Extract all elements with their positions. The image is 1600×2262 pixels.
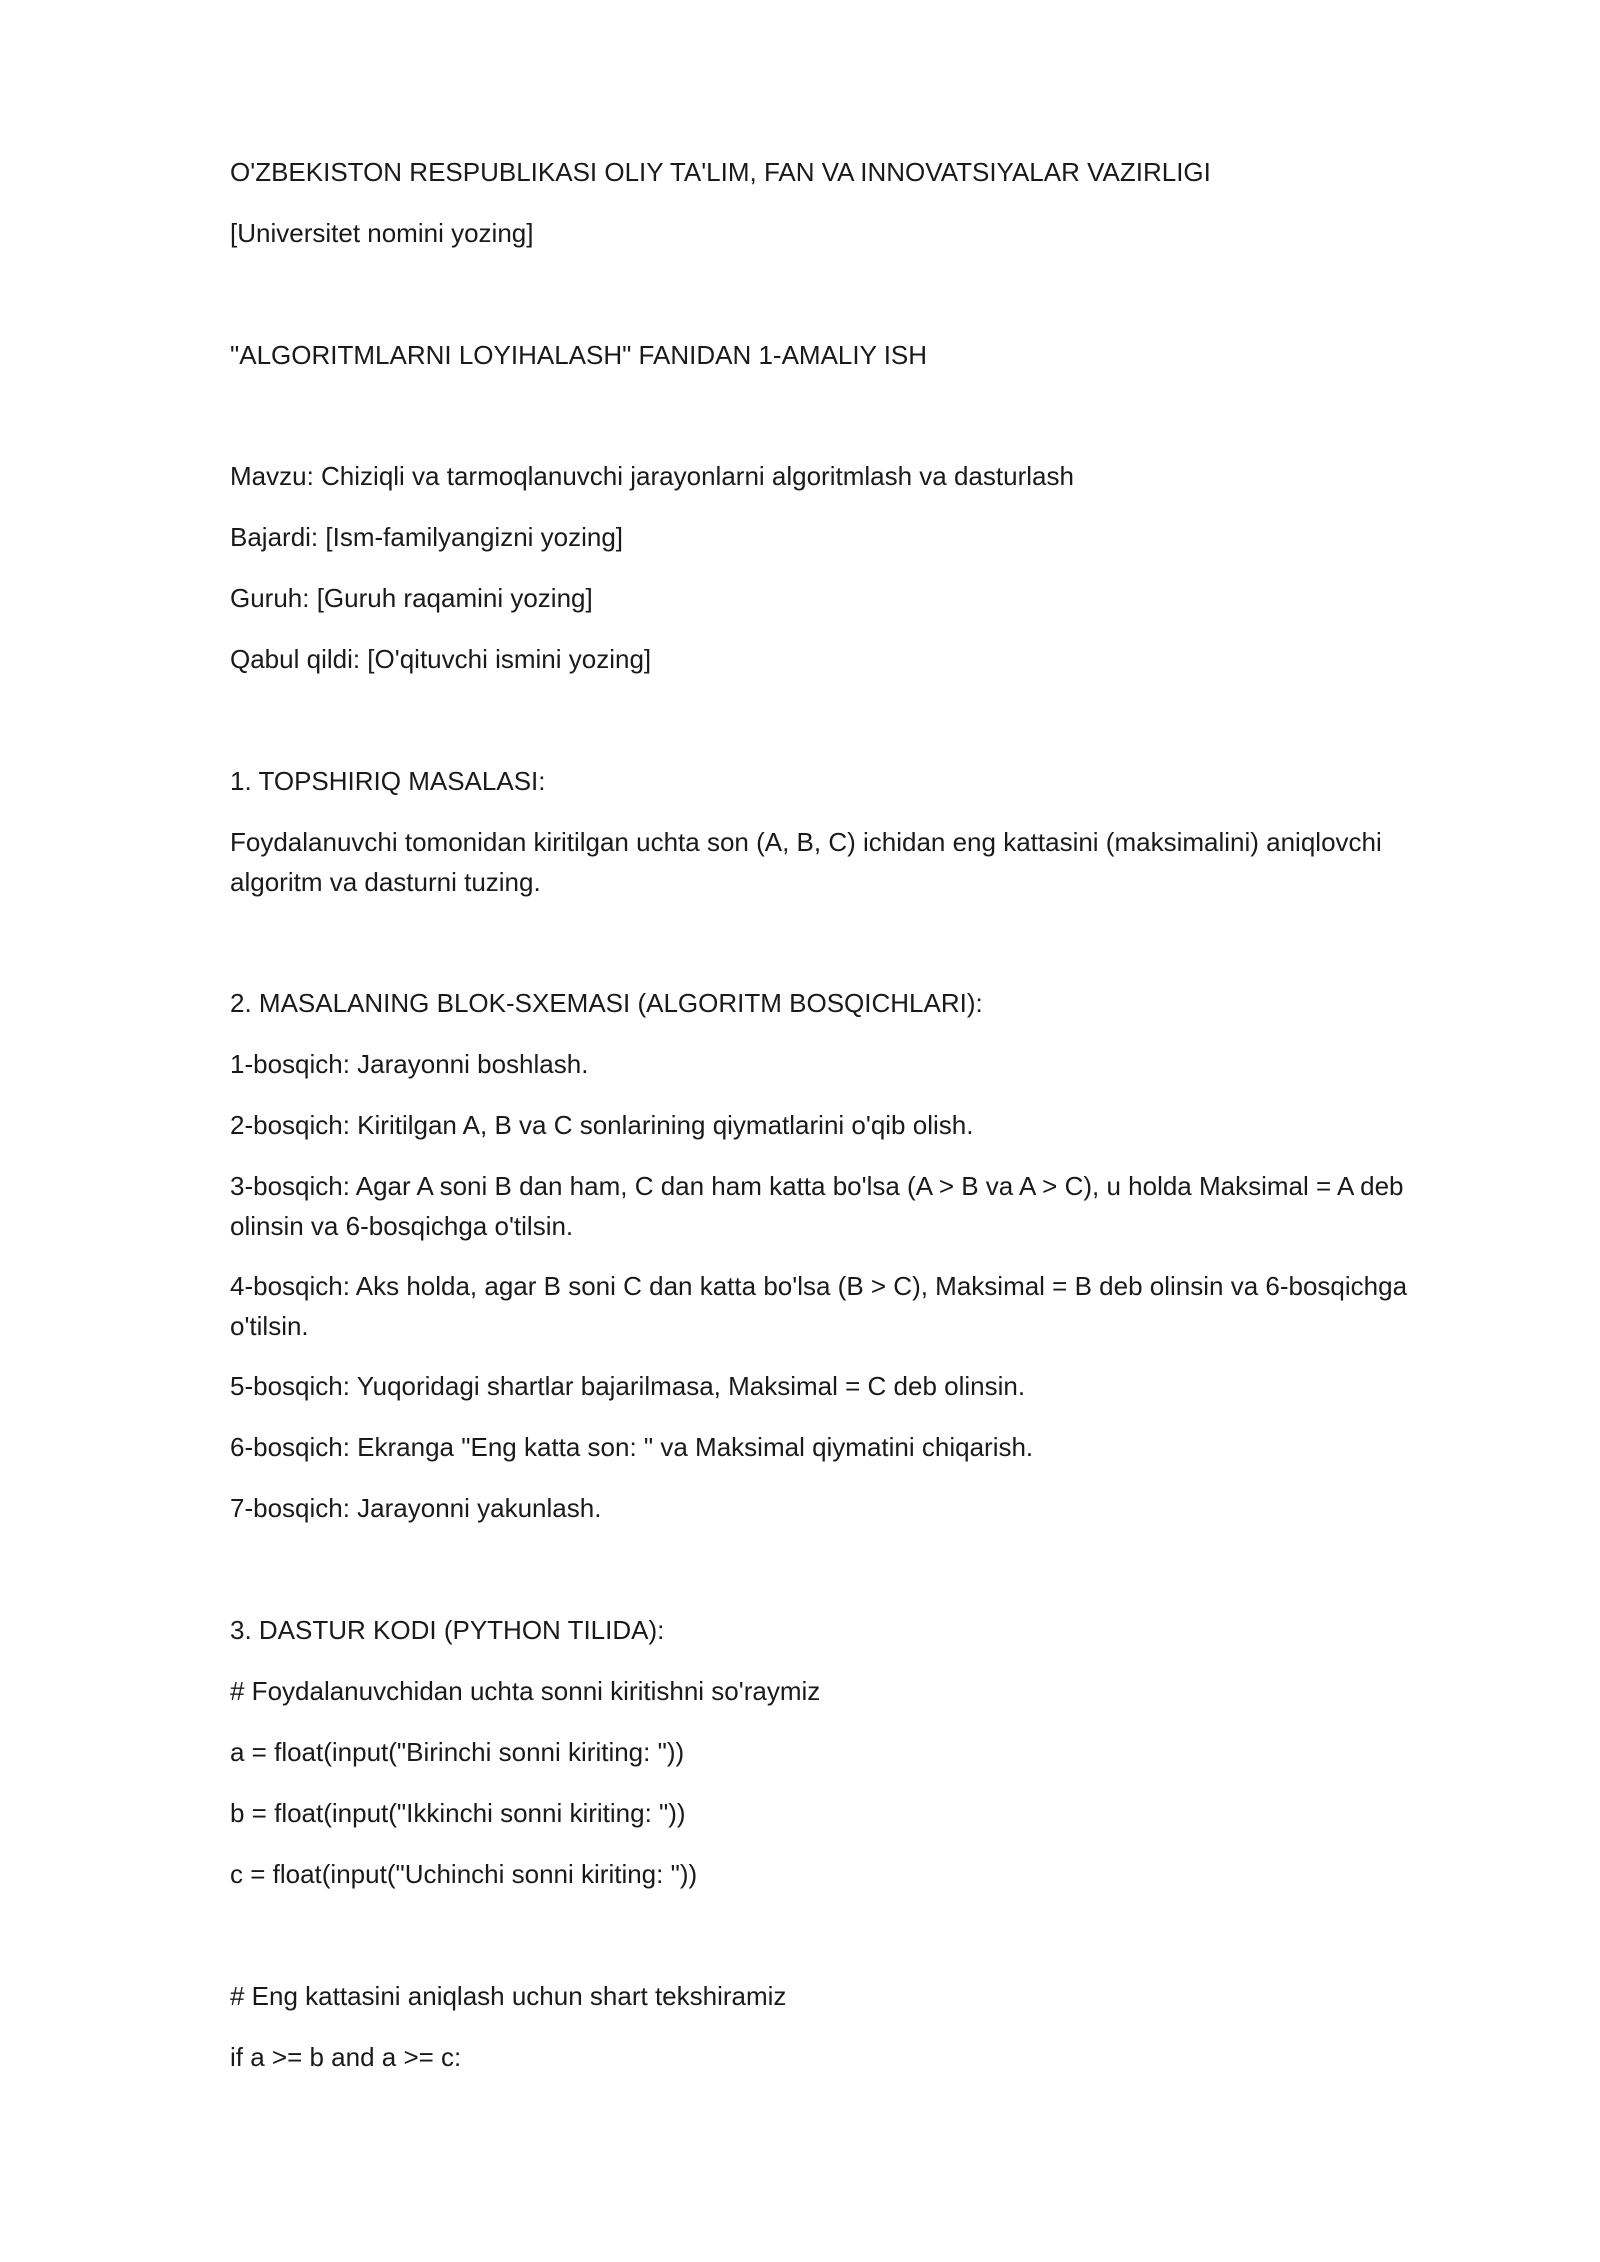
step-item: 5-bosqich: Yuqoridagi shartlar bajarilmasa, Maksimal = C deb olinsin. (230, 1371, 1026, 1401)
step-item: 2-bosqich: Kiritilgan A, B va C sonlarining qiymatlarini o'qib olish. (230, 1110, 974, 1140)
section3-heading: 3. DASTUR KODI (PYTHON TILIDA): (230, 1615, 665, 1645)
section1-heading: 1. TOPSHIRIQ MASALASI: (230, 766, 546, 796)
step-item: 4-bosqich: Aks holda, agar B soni C dan katta bo'lsa (B > C), Maksimal = B deb olinsin va 6-bosqichga o'tilsin. (230, 1271, 1408, 1341)
university-name: [Universitet nomini yozing] (230, 218, 534, 248)
work-title: "ALGORITMLARNI LOYIHALASH" FANIDAN 1-AMALIY ISH (230, 340, 928, 370)
code-line: if a >= b and a >= c: (230, 2042, 462, 2072)
step-item: 6-bosqich: Ekranga "Eng katta son: " va Maksimal qiymatini chiqarish. (230, 1432, 1034, 1462)
code-line: a = float(input("Birinchi sonni kiriting: ")) (230, 1737, 685, 1767)
step-item: 7-bosqich: Jarayonni yakunlash. (230, 1493, 602, 1523)
group-line: Guruh: [Guruh raqamini yozing] (230, 583, 593, 613)
section2-heading: 2. MASALANING BLOK-SXEMASI (ALGORITM BOSQICHLARI): (230, 988, 983, 1018)
accepted-by-line: Qabul qildi: [O'qituvchi ismini yozing] (230, 644, 652, 674)
step-item: 1-bosqich: Jarayonni boshlash. (230, 1049, 589, 1079)
code-line: # Foydalanuvchidan uchta sonni kiritishni so'raymiz (230, 1676, 821, 1706)
code-line: # Eng kattasini aniqlash uchun shart tekshiramiz (230, 1981, 787, 2011)
code-line: c = float(input("Uchinchi sonni kiriting: ")) (230, 1859, 698, 1889)
ministry-title: O'ZBEKISTON RESPUBLIKASI OLIY TA'LIM, FAN VA INNOVATSIYALAR VAZIRLIGI (230, 157, 1211, 187)
code-line: b = float(input("Ikkinchi sonni kiriting: ")) (230, 1798, 686, 1828)
author-line: Bajardi: [Ism-familyangizni yozing] (230, 522, 624, 552)
step-item: 3-bosqich: Agar A soni B dan ham, C dan ham katta bo'lsa (A > B va A > C), u holda Maksimal = A deb olinsin va 6-bosqichga o'tilsin. (230, 1171, 1404, 1241)
topic-line: Mavzu: Chiziqli va tarmoqlanuvchi jarayonlarni algoritmlash va dasturlash (230, 461, 1074, 491)
section1-text: Foydalanuvchi tomonidan kiritilgan uchta son (A, B, C) ichidan eng kattasini (maksimalini) aniqlovchi algoritm va dasturni tuzing. (230, 827, 1382, 897)
